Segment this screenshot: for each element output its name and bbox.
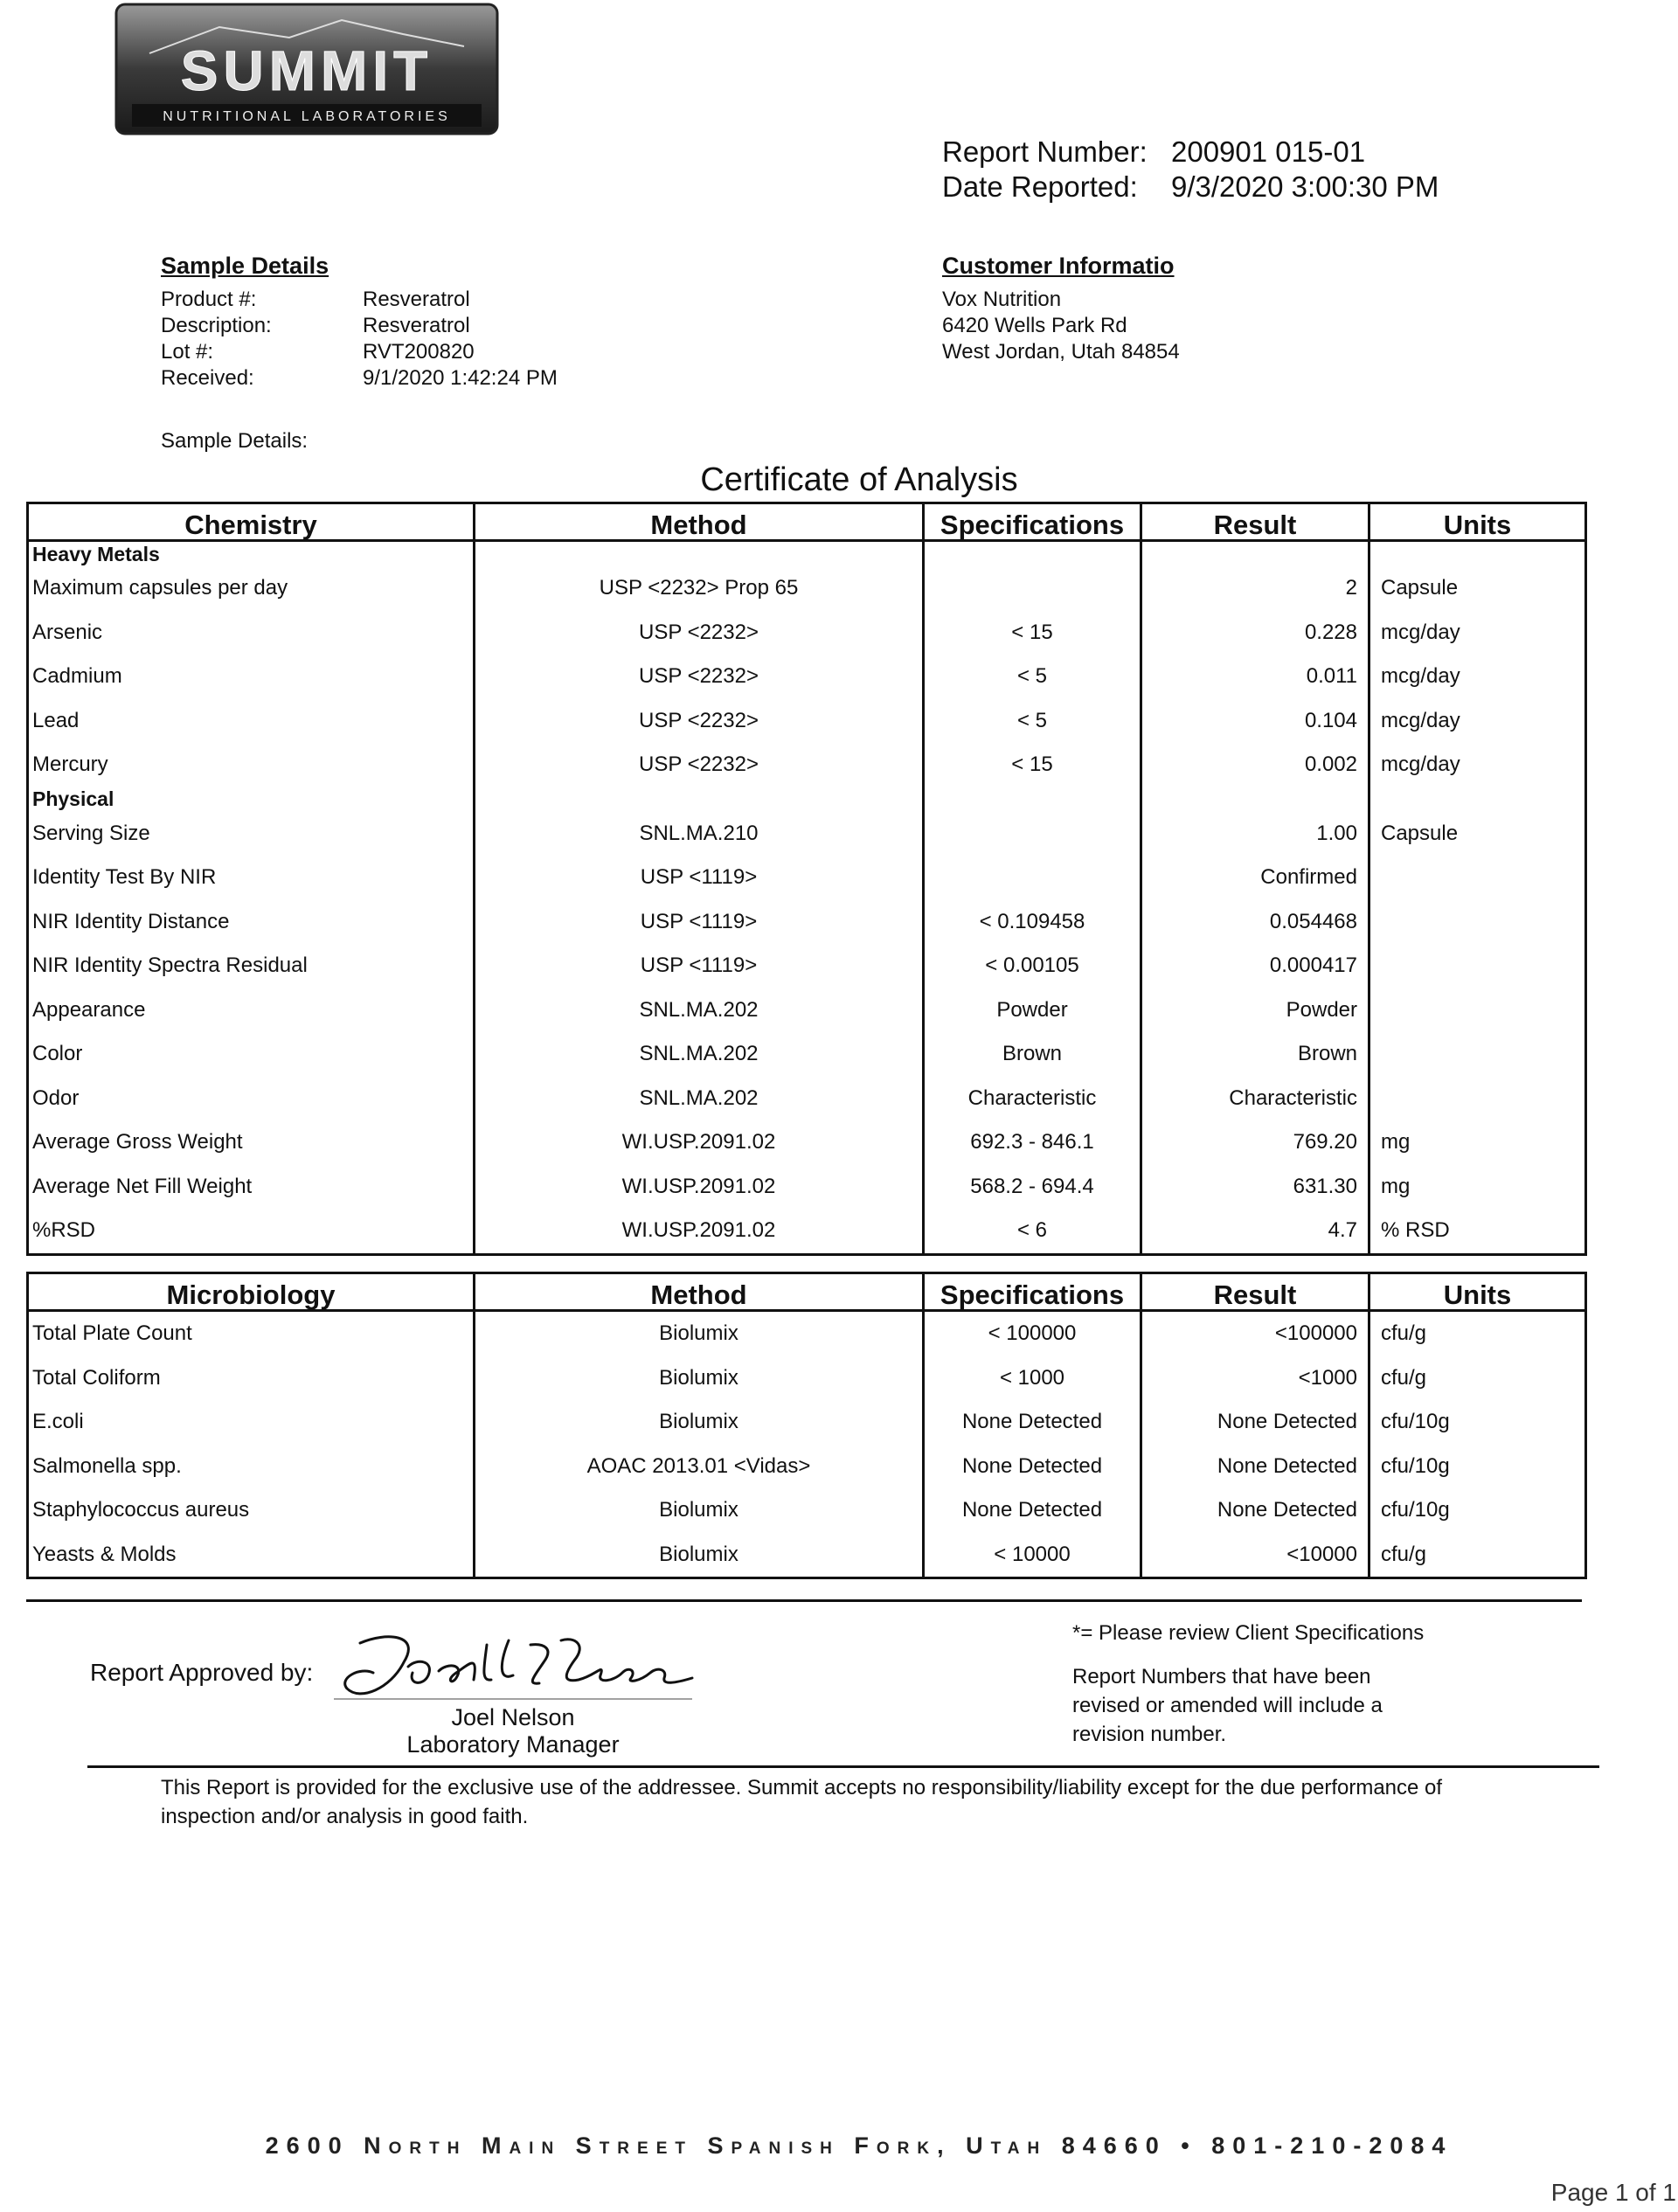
table-row (28, 1120, 1586, 1165)
table-row (28, 1077, 1586, 1121)
test-name: Maximum capsules per day (28, 566, 475, 611)
table-row (28, 743, 1586, 787)
result: Confirmed (1141, 856, 1369, 900)
result: 0.002 (1141, 743, 1369, 787)
specification: < 15 (924, 611, 1141, 655)
table-row (28, 812, 1586, 856)
test-name: Total Plate Count (28, 1311, 475, 1356)
test-name: NIR Identity Distance (28, 900, 475, 945)
group-label: Heavy Metals (28, 541, 475, 567)
method: SNL.MA.202 (475, 1077, 924, 1121)
specification (924, 856, 1141, 900)
customer-lines: Vox Nutrition 6420 Wells Park Rd West Jordan, Utah 84854 (942, 288, 1180, 364)
result: 1.00 (1141, 812, 1369, 856)
units (1369, 944, 1586, 988)
test-name: Staphylococcus aureus (28, 1488, 475, 1533)
table-row (28, 1356, 1586, 1401)
specification: None Detected (924, 1400, 1141, 1445)
col-header: Result (1141, 503, 1369, 541)
table-row (28, 566, 1586, 611)
method: SNL.MA.210 (475, 812, 924, 856)
test-name: Identity Test By NIR (28, 856, 475, 900)
result: 0.000417 (1141, 944, 1369, 988)
units: % RSD (1369, 1209, 1586, 1254)
method: Biolumix (475, 1356, 924, 1401)
disclaimer: This Report is provided for the exclusive use of the addressee. Summit accepts no responsibility/liability except for the due performance of inspection and/or analysis in good faith. (161, 1776, 1443, 1828)
units: mcg/day (1369, 699, 1586, 744)
result: None Detected (1141, 1400, 1369, 1445)
method: Biolumix (475, 1533, 924, 1578)
sample-details-label: Sample Details: (161, 429, 309, 453)
result: None Detected (1141, 1445, 1369, 1489)
page-number: Page 1 of 1 (1550, 2179, 1676, 2206)
table-row (28, 655, 1586, 699)
group-row (28, 541, 1586, 567)
units (1369, 1077, 1586, 1121)
summit-logo (114, 3, 499, 135)
test-name: Average Net Fill Weight (28, 1165, 475, 1210)
coa-title: Certificate of Analysis (700, 461, 1018, 498)
specification: None Detected (924, 1445, 1141, 1489)
test-name: Arsenic (28, 611, 475, 655)
result: 2 (1141, 566, 1369, 611)
method: USP <2232> (475, 699, 924, 744)
specification: Brown (924, 1032, 1141, 1077)
test-name: Cadmium (28, 655, 475, 699)
units: mcg/day (1369, 743, 1586, 787)
col-header: Units (1369, 503, 1586, 541)
method: SNL.MA.202 (475, 988, 924, 1033)
method: Biolumix (475, 1488, 924, 1533)
table-row (28, 944, 1586, 988)
specification: 692.3 - 846.1 (924, 1120, 1141, 1165)
specification (924, 812, 1141, 856)
col-header: Units (1369, 1273, 1586, 1311)
logo-name: SUMMIT (180, 39, 433, 102)
specification: < 15 (924, 743, 1141, 787)
method: SNL.MA.202 (475, 1032, 924, 1077)
report-number: 200901 015-01 (1171, 135, 1366, 168)
table-row (28, 1488, 1586, 1533)
result: <1000 (1141, 1356, 1369, 1401)
specification: < 100000 (924, 1311, 1141, 1356)
col-header: Specifications (924, 503, 1141, 541)
test-name: Odor (28, 1077, 475, 1121)
table-row (28, 856, 1586, 900)
method: Biolumix (475, 1311, 924, 1356)
specification: < 0.109458 (924, 900, 1141, 945)
method: USP <1119> (475, 900, 924, 945)
method: USP <1119> (475, 856, 924, 900)
specification: < 5 (924, 655, 1141, 699)
table-row (28, 1165, 1586, 1210)
units: cfu/10g (1369, 1488, 1586, 1533)
col-header: Microbiology (28, 1273, 475, 1311)
result: None Detected (1141, 1488, 1369, 1533)
client-spec-note: *= Please review Client Specifications (1072, 1621, 1425, 1645)
result: 0.104 (1141, 699, 1369, 744)
result: 4.7 (1141, 1209, 1369, 1254)
table-row (28, 988, 1586, 1033)
method: USP <2232> (475, 611, 924, 655)
table-row (28, 1311, 1586, 1356)
result: <100000 (1141, 1311, 1369, 1356)
units (1369, 900, 1586, 945)
chemistry-table (26, 502, 1587, 1256)
units (1369, 856, 1586, 900)
customer-info-title: Customer Informatio (942, 253, 1175, 279)
test-name: %RSD (28, 1209, 475, 1254)
sample-labels: Product #: Description: Lot #: Received: (161, 288, 272, 390)
units: cfu/10g (1369, 1445, 1586, 1489)
units: cfu/g (1369, 1311, 1586, 1356)
test-name: Yeasts & Molds (28, 1533, 475, 1578)
approver (325, 1704, 701, 1758)
method: USP <2232> Prop 65 (475, 566, 924, 611)
test-name: Average Gross Weight (28, 1120, 475, 1165)
table-row (28, 1400, 1586, 1445)
test-name: Appearance (28, 988, 475, 1033)
table-row (28, 900, 1586, 945)
col-header: Chemistry (28, 503, 475, 541)
test-name: Mercury (28, 743, 475, 787)
specification: < 1000 (924, 1356, 1141, 1401)
table-row (28, 1032, 1586, 1077)
specification: < 0.00105 (924, 944, 1141, 988)
units (1369, 988, 1586, 1033)
table-row (28, 611, 1586, 655)
date-reported-label: Date Reported: (942, 170, 1138, 203)
units: cfu/g (1369, 1533, 1586, 1578)
units: mg (1369, 1165, 1586, 1210)
col-header: Result (1141, 1273, 1369, 1311)
specification: < 5 (924, 699, 1141, 744)
units: mg (1369, 1120, 1586, 1165)
specification: Characteristic (924, 1077, 1141, 1121)
approved-by-label: Report Approved by: (90, 1659, 314, 1686)
test-name: Lead (28, 699, 475, 744)
logo-subtitle: NUTRITIONAL LABORATORIES (163, 109, 451, 124)
divider (87, 1765, 1599, 1768)
result: <10000 (1141, 1533, 1369, 1578)
table-row (28, 699, 1586, 744)
units: mcg/day (1369, 655, 1586, 699)
method: USP <1119> (475, 944, 924, 988)
date-reported: 9/3/2020 3:00:30 PM (1171, 170, 1439, 203)
result: 0.228 (1141, 611, 1369, 655)
revision-note: Report Numbers that have been revised or amended will include a revision number. (1072, 1665, 1383, 1746)
specification: < 10000 (924, 1533, 1141, 1578)
result: 0.054468 (1141, 900, 1369, 945)
test-name: Serving Size (28, 812, 475, 856)
specification: Powder (924, 988, 1141, 1033)
report-number-label: Report Number: (942, 135, 1148, 168)
method: USP <2232> (475, 743, 924, 787)
result: Characteristic (1141, 1077, 1369, 1121)
specification: 568.2 - 694.4 (924, 1165, 1141, 1210)
specification: < 6 (924, 1209, 1141, 1254)
result: 0.011 (1141, 655, 1369, 699)
microbiology-table (26, 1272, 1587, 1579)
units: mcg/day (1369, 611, 1586, 655)
lab-address: 2600 North Main Street Spanish Fork, Utah 84660 • 801-210-2084 (265, 2132, 1453, 2159)
units (1369, 1032, 1586, 1077)
col-header: Method (475, 503, 924, 541)
result: 631.30 (1141, 1165, 1369, 1210)
group-row (28, 787, 1586, 812)
table-row (28, 1533, 1586, 1578)
group-label: Physical (28, 787, 475, 812)
method: AOAC 2013.01 <Vidas> (475, 1445, 924, 1489)
units: cfu/g (1369, 1356, 1586, 1401)
result: Powder (1141, 988, 1369, 1033)
table-row (28, 1445, 1586, 1489)
specification: None Detected (924, 1488, 1141, 1533)
result: Brown (1141, 1032, 1369, 1077)
approver-name: Joel Nelson (451, 1704, 575, 1730)
units: Capsule (1369, 812, 1586, 856)
method: WI.USP.2091.02 (475, 1209, 924, 1254)
result: 769.20 (1141, 1120, 1369, 1165)
method: WI.USP.2091.02 (475, 1120, 924, 1165)
sample-details-title: Sample Details (161, 253, 329, 279)
col-header: Specifications (924, 1273, 1141, 1311)
method: USP <2232> (475, 655, 924, 699)
signature-image (325, 1627, 701, 1715)
test-name: Color (28, 1032, 475, 1077)
test-name: E.coli (28, 1400, 475, 1445)
specification (924, 566, 1141, 611)
test-name: Salmonella spp. (28, 1445, 475, 1489)
units: cfu/10g (1369, 1400, 1586, 1445)
sample-values: Resveratrol Resveratrol RVT200820 9/1/2020 1:42:24 PM (363, 288, 558, 390)
divider (26, 1599, 1582, 1602)
units: Capsule (1369, 566, 1586, 611)
approver-role: Laboratory Manager (406, 1731, 620, 1758)
method: Biolumix (475, 1400, 924, 1445)
method: WI.USP.2091.02 (475, 1165, 924, 1210)
table-row (28, 1209, 1586, 1254)
test-name: Total Coliform (28, 1356, 475, 1401)
col-header: Method (475, 1273, 924, 1311)
test-name: NIR Identity Spectra Residual (28, 944, 475, 988)
